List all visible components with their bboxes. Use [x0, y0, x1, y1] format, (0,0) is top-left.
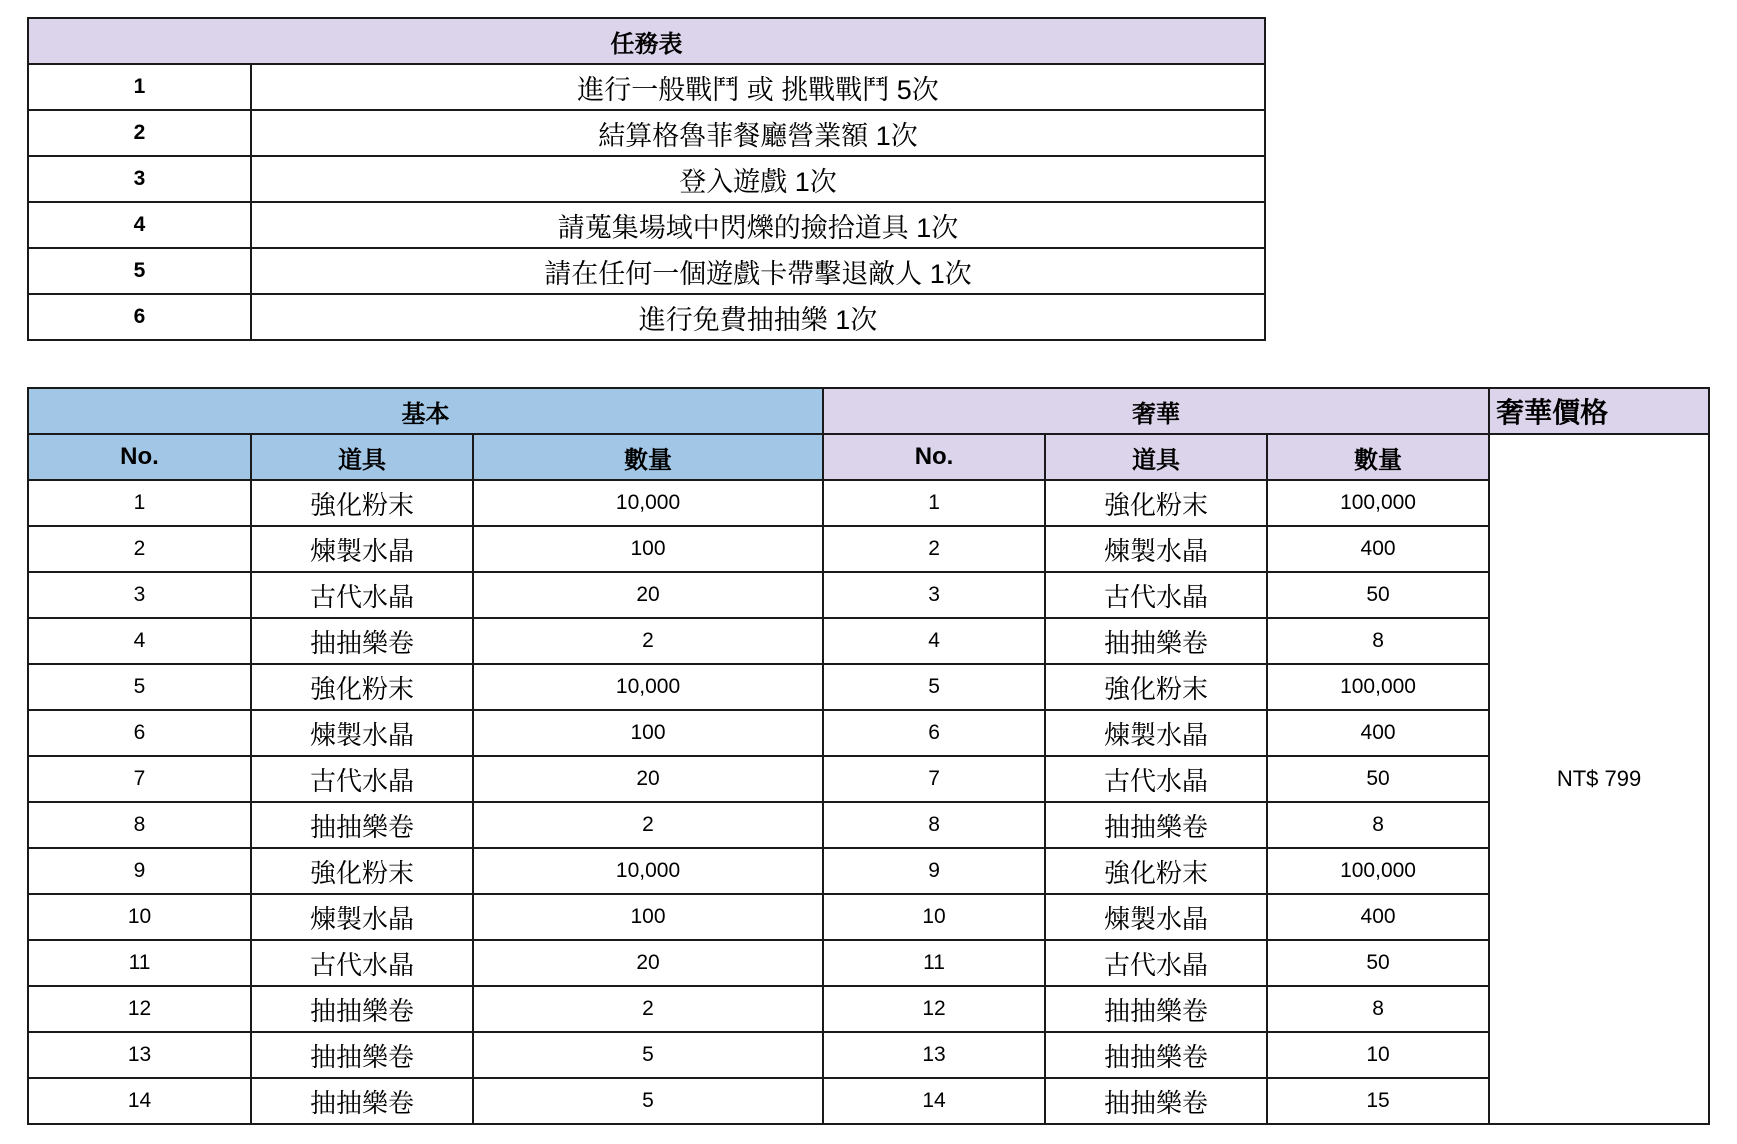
- basic-qty-cell: 2: [473, 802, 823, 848]
- luxury-qty-cell: 100,000: [1267, 664, 1489, 710]
- luxury-qty-cell: 50: [1267, 940, 1489, 986]
- luxury-no-cell: 4: [823, 618, 1045, 664]
- basic-no-cell: 14: [28, 1078, 251, 1124]
- basic-qty-cell: 5: [473, 1078, 823, 1124]
- basic-no-cell: 7: [28, 756, 251, 802]
- basic-qty-header: 數量: [473, 434, 823, 480]
- luxury-item-cell: 煉製水晶: [1045, 526, 1267, 572]
- luxury-no-cell: 1: [823, 480, 1045, 526]
- basic-item-cell: 抽抽樂卷: [251, 1032, 473, 1078]
- basic-qty-cell: 100: [473, 526, 823, 572]
- reward-row: [28, 710, 1709, 756]
- luxury-item-cell: 古代水晶: [1045, 940, 1267, 986]
- reward-row: [28, 802, 1709, 848]
- task-number: 4: [28, 202, 251, 248]
- luxury-item-cell: 強化粉末: [1045, 664, 1267, 710]
- luxury-no-cell: 14: [823, 1078, 1045, 1124]
- luxury-no-cell: 3: [823, 572, 1045, 618]
- luxury-no-cell: 2: [823, 526, 1045, 572]
- luxury-qty-cell: 10: [1267, 1032, 1489, 1078]
- basic-qty-cell: 20: [473, 940, 823, 986]
- luxury-no-cell: 5: [823, 664, 1045, 710]
- basic-qty-cell: 2: [473, 986, 823, 1032]
- basic-no-cell: 6: [28, 710, 251, 756]
- basic-no-cell: 3: [28, 572, 251, 618]
- basic-no-cell: 4: [28, 618, 251, 664]
- basic-no-cell: 11: [28, 940, 251, 986]
- reward-row: [28, 526, 1709, 572]
- basic-item-cell: 煉製水晶: [251, 526, 473, 572]
- task-description: 進行免費抽抽樂 1次: [251, 294, 1265, 340]
- luxury-no-cell: 10: [823, 894, 1045, 940]
- luxury-qty-cell: 50: [1267, 572, 1489, 618]
- basic-qty-cell: 2: [473, 618, 823, 664]
- luxury-price-title: 奢華價格: [1489, 388, 1709, 434]
- basic-no-cell: 8: [28, 802, 251, 848]
- luxury-qty-cell: 400: [1267, 526, 1489, 572]
- reward-table: [27, 387, 1710, 1125]
- luxury-qty-cell: 8: [1267, 986, 1489, 1032]
- basic-item-header: 道具: [251, 434, 473, 480]
- luxury-qty-cell: 8: [1267, 618, 1489, 664]
- task-row: [28, 202, 1265, 248]
- luxury-qty-cell: 8: [1267, 802, 1489, 848]
- task-description: 請在任何一個遊戲卡帶擊退敵人 1次: [251, 248, 1265, 294]
- luxury-item-cell: 古代水晶: [1045, 572, 1267, 618]
- task-row: [28, 110, 1265, 156]
- task-number: 5: [28, 248, 251, 294]
- luxury-item-cell: 抽抽樂卷: [1045, 986, 1267, 1032]
- reward-row: [28, 572, 1709, 618]
- task-description: 結算格魯菲餐廳營業額 1次: [251, 110, 1265, 156]
- luxury-item-cell: 抽抽樂卷: [1045, 802, 1267, 848]
- reward-row: [28, 756, 1709, 802]
- basic-item-cell: 抽抽樂卷: [251, 1078, 473, 1124]
- basic-no-cell: 9: [28, 848, 251, 894]
- basic-item-cell: 古代水晶: [251, 572, 473, 618]
- luxury-no-cell: 6: [823, 710, 1045, 756]
- reward-row: [28, 1078, 1709, 1124]
- basic-no-header: No.: [28, 434, 251, 480]
- basic-qty-cell: 5: [473, 1032, 823, 1078]
- reward-row: [28, 1032, 1709, 1078]
- luxury-no-cell: 13: [823, 1032, 1045, 1078]
- luxury-no-cell: 9: [823, 848, 1045, 894]
- basic-item-cell: 強化粉末: [251, 664, 473, 710]
- luxury-item-cell: 抽抽樂卷: [1045, 1078, 1267, 1124]
- reward-row: [28, 986, 1709, 1032]
- basic-no-cell: 1: [28, 480, 251, 526]
- luxury-item-cell: 煉製水晶: [1045, 710, 1267, 756]
- basic-qty-cell: 20: [473, 572, 823, 618]
- task-description: 進行一般戰鬥 或 挑戰戰鬥 5次: [251, 64, 1265, 110]
- task-row: [28, 248, 1265, 294]
- basic-item-cell: 抽抽樂卷: [251, 618, 473, 664]
- reward-row: [28, 480, 1709, 526]
- luxury-price-value: NT$ 799: [1489, 434, 1709, 1124]
- task-number: 1: [28, 64, 251, 110]
- basic-qty-cell: 20: [473, 756, 823, 802]
- basic-item-cell: 煉製水晶: [251, 894, 473, 940]
- basic-qty-cell: 10,000: [473, 480, 823, 526]
- luxury-no-cell: 12: [823, 986, 1045, 1032]
- reward-row: [28, 848, 1709, 894]
- reward-column-header-row: [28, 434, 1709, 480]
- basic-no-cell: 10: [28, 894, 251, 940]
- reward-row: [28, 940, 1709, 986]
- basic-item-cell: 古代水晶: [251, 756, 473, 802]
- basic-item-cell: 古代水晶: [251, 940, 473, 986]
- luxury-item-cell: 古代水晶: [1045, 756, 1267, 802]
- task-row: [28, 294, 1265, 340]
- basic-item-cell: 強化粉末: [251, 848, 473, 894]
- luxury-no-cell: 11: [823, 940, 1045, 986]
- basic-no-cell: 13: [28, 1032, 251, 1078]
- reward-row: [28, 618, 1709, 664]
- reward-row: [28, 894, 1709, 940]
- luxury-no-cell: 7: [823, 756, 1045, 802]
- basic-qty-cell: 10,000: [473, 848, 823, 894]
- task-title-row: [28, 18, 1265, 64]
- luxury-item-header: 道具: [1045, 434, 1267, 480]
- luxury-qty-cell: 15: [1267, 1078, 1489, 1124]
- task-number: 6: [28, 294, 251, 340]
- task-number: 2: [28, 110, 251, 156]
- task-row: [28, 64, 1265, 110]
- luxury-group-title: 奢華: [823, 388, 1489, 434]
- basic-no-cell: 12: [28, 986, 251, 1032]
- luxury-qty-cell: 400: [1267, 710, 1489, 756]
- basic-item-cell: 抽抽樂卷: [251, 986, 473, 1032]
- task-table: [27, 17, 1266, 341]
- reward-row: [28, 664, 1709, 710]
- luxury-item-cell: 抽抽樂卷: [1045, 1032, 1267, 1078]
- reward-group-header-row: [28, 388, 1709, 434]
- luxury-item-cell: 煉製水晶: [1045, 894, 1267, 940]
- luxury-no-header: No.: [823, 434, 1045, 480]
- task-table-title: 任務表: [28, 18, 1265, 64]
- luxury-qty-header: 數量: [1267, 434, 1489, 480]
- basic-qty-cell: 100: [473, 710, 823, 756]
- luxury-qty-cell: 400: [1267, 894, 1489, 940]
- basic-qty-cell: 10,000: [473, 664, 823, 710]
- basic-no-cell: 2: [28, 526, 251, 572]
- task-number: 3: [28, 156, 251, 202]
- luxury-qty-cell: 50: [1267, 756, 1489, 802]
- basic-item-cell: 抽抽樂卷: [251, 802, 473, 848]
- basic-item-cell: 強化粉末: [251, 480, 473, 526]
- basic-group-title: 基本: [28, 388, 823, 434]
- basic-qty-cell: 100: [473, 894, 823, 940]
- luxury-no-cell: 8: [823, 802, 1045, 848]
- luxury-qty-cell: 100,000: [1267, 848, 1489, 894]
- basic-no-cell: 5: [28, 664, 251, 710]
- task-description: 請蒐集場域中閃爍的撿拾道具 1次: [251, 202, 1265, 248]
- task-description: 登入遊戲 1次: [251, 156, 1265, 202]
- luxury-qty-cell: 100,000: [1267, 480, 1489, 526]
- luxury-item-cell: 強化粉末: [1045, 480, 1267, 526]
- luxury-item-cell: 抽抽樂卷: [1045, 618, 1267, 664]
- task-row: [28, 156, 1265, 202]
- luxury-item-cell: 強化粉末: [1045, 848, 1267, 894]
- basic-item-cell: 煉製水晶: [251, 710, 473, 756]
